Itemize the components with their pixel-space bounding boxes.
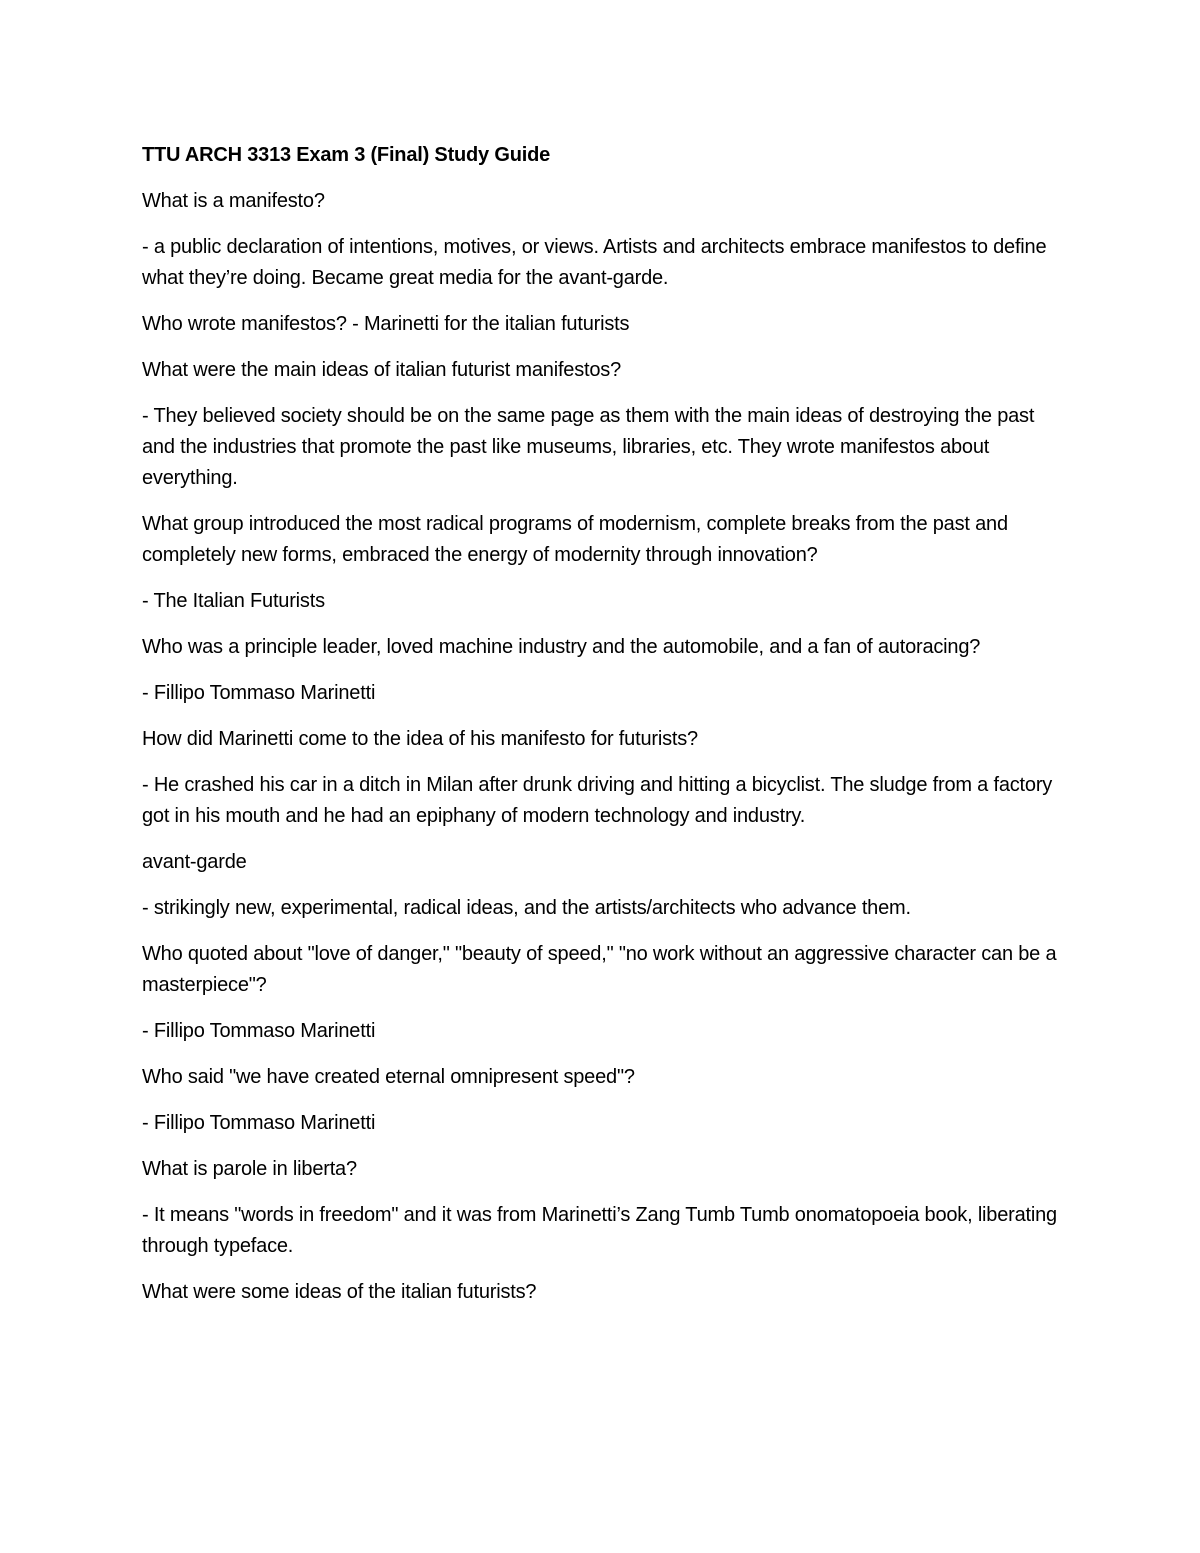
answer-marinetti-idea: - He crashed his car in a ditch in Milan after drunk driving and hitting a bicyclist. The sludge from a factory got in his mouth and he had an epiphany of modern technology and industry.	[142, 774, 1053, 827]
question-marinetti-idea: How did Marinetti come to the idea of his manifesto for futurists?	[142, 728, 698, 750]
question-principle-leader: Who was a principle leader, loved machine industry and the automobile, and a fan of autoracing?	[142, 636, 981, 658]
answer-manifesto: - a public declaration of intentions, motives, or views. Artists and architects embrace manifestos to define what they’re doing. Became great media for the avant-garde.	[142, 236, 1047, 289]
answer-principle-leader: - Fillipo Tommaso Marinetti	[142, 682, 376, 704]
answer-love-of-danger: - Fillipo Tommaso Marinetti	[142, 1020, 376, 1042]
term-avant-garde: avant-garde	[142, 851, 247, 873]
answer-parole-in-liberta: - It means "words in freedom" and it was from Marinetti’s Zang Tumb Tumb onomatopoeia book, liberating through typeface.	[142, 1204, 1057, 1257]
document-body	[142, 140, 1062, 1323]
question-love-of-danger: Who quoted about "love of danger," "beauty of speed," "no work without an aggressive character can be a masterpiece"?	[142, 943, 1057, 996]
question-main-ideas: What were the main ideas of italian futurist manifestos?	[142, 359, 622, 381]
answer-omnipresent-speed: - Fillipo Tommaso Marinetti	[142, 1112, 376, 1134]
question-futurist-ideas: What were some ideas of the italian futurists?	[142, 1281, 537, 1303]
definition-avant-garde: - strikingly new, experimental, radical ideas, and the artists/architects who advance them.	[142, 897, 911, 919]
answer-main-ideas: - They believed society should be on the same page as them with the main ideas of destroying the past and the industries that promote the past like museums, libraries, etc. They wrote manifestos about everything.	[142, 405, 1035, 489]
document-title: TTU ARCH 3313 Exam 3 (Final) Study Guide	[142, 144, 551, 166]
question-omnipresent-speed: Who said "we have created eternal omnipresent speed"?	[142, 1066, 635, 1088]
answer-radical-group: - The Italian Futurists	[142, 590, 325, 612]
question-manifesto: What is a manifesto?	[142, 190, 325, 212]
question-parole-in-liberta: What is parole in liberta?	[142, 1158, 357, 1180]
question-radical-group: What group introduced the most radical programs of modernism, complete breaks from the past and completely new forms, embraced the energy of modernity through innovation?	[142, 513, 1008, 566]
question-who-wrote-manifestos: Who wrote manifestos? - Marinetti for the italian futurists	[142, 313, 630, 335]
